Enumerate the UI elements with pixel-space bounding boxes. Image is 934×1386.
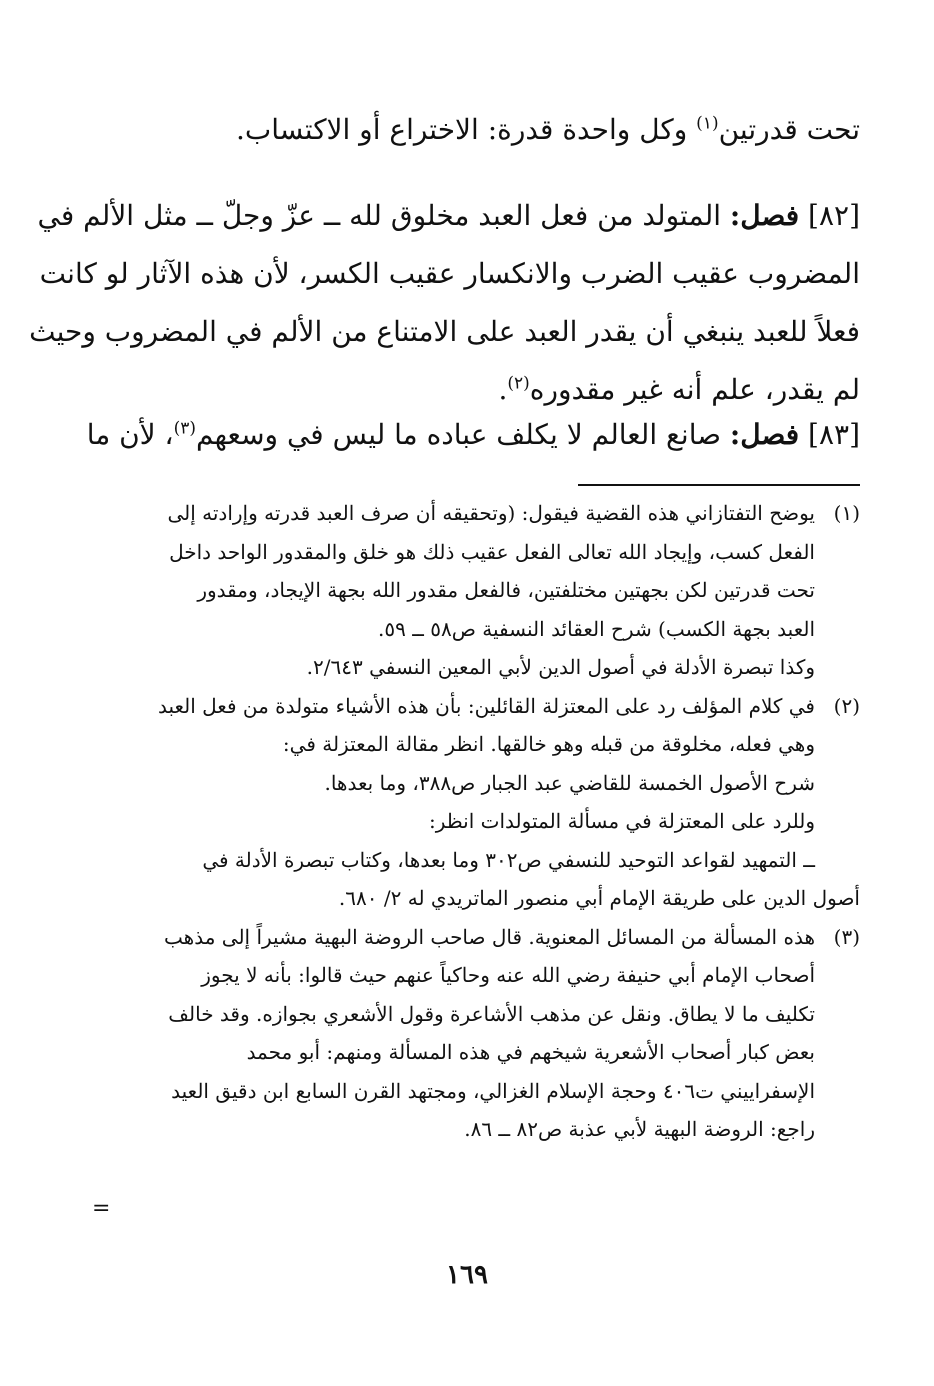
- footnote-line: هذه المسألة من المسائل المعنوية. قال صاحب الروضة البهية مشيراً إلى مذهب: [164, 924, 815, 949]
- text-run: .: [498, 373, 508, 406]
- text-run: صانع العالم لا يكلف عباده ما ليس في وسعهم: [196, 418, 722, 451]
- footnote-line: بعض كبار أصحاب الأشعرية شيخهم في هذه المسألة ومنهم: أبو محمد: [246, 1040, 815, 1064]
- footnote-line: الإسفراييني ت٤٠٦ وحجة الإسلام الغزالي، ومجتهد القرن السابع ابن دقيق العيد: [171, 1078, 815, 1103]
- footnote-line: وللرد على المعتزلة في مسألة المتولدات انظر:: [429, 809, 815, 833]
- footnote-1: [100, 494, 860, 687]
- footnote-number: (٢): [833, 693, 860, 718]
- text-line: لم يقدر، علم أنه غير مقدوره: [529, 373, 860, 406]
- footnote-line: تكليف ما لا يطاق. ونقل عن مذهب الأشاعرة وقول الأشعري بجوازه. وقد خالف: [168, 1001, 815, 1026]
- text-run: ، لأن ما: [86, 418, 174, 451]
- footnote-line: الفعل كسب، وإيجاد الله تعالى الفعل عقيب ذلك هو خلق والمقدور الواحد داخل: [169, 539, 815, 564]
- footnote-line: ــ التمهيد لقواعد التوحيد للنسفي ص٣٠٢ وما بعدها، وكتاب تبصرة الأدلة في: [202, 847, 815, 872]
- text-line: فعلاً للعبد ينبغي أن يقدر العبد على الامتناع من الألم في المضروب وحيث: [29, 315, 860, 348]
- footnote-line: وهي فعله، مخلوقة من قبله وهو خالقها. انظر مقالة المعتزلة في:: [282, 732, 815, 756]
- section-number: [٨٢]: [808, 199, 860, 232]
- text-run: وكل واحدة قدرة: الاختراع أو الاكتساب.: [235, 113, 697, 146]
- footnote-number: (١): [833, 501, 860, 525]
- footnote-ref-1[interactable]: (١): [696, 113, 719, 134]
- section-number: [٨٣]: [808, 418, 860, 451]
- footnote-number: (٣): [833, 924, 860, 949]
- footnote-line: شرح الأصول الخمسة للقاضي عبد الجبار ص٣٨٨، وما بعدها.: [324, 770, 815, 795]
- paragraph-continuation: [110, 101, 860, 159]
- page-number: ١٦٩: [446, 1260, 488, 1290]
- continuation-mark: =: [92, 1196, 111, 1221]
- section-83: [86, 406, 860, 464]
- footnote-2: [100, 687, 860, 918]
- footnotes: [100, 494, 860, 1149]
- footnote-line: في كلام المؤلف رد على المعتزلة القائلين: بأن هذه الأشياء متولدة من فعل العبد: [157, 693, 815, 718]
- footnote-ref-3[interactable]: (٣): [173, 418, 197, 439]
- footnote-3: [100, 918, 860, 1149]
- footnote-line: راجع: الروضة البهية لأبي عذبة ص٨٢ ــ ٨٦.: [464, 1117, 815, 1141]
- text-line: المضروب عقيب الضرب والانكسار عقيب الكسر، لأن هذه الآثار لو كانت: [39, 257, 860, 290]
- footnote-line: أصول الدين على طريقة الإمام أبي منصور الماتريدي له ٢/ ٦٨٠.: [338, 886, 860, 910]
- footnote-line: يوضح التفتازاني هذه القضية فيقول: (وتحقيقه أن صرف العبد قدرته وإرادته إلى: [167, 501, 815, 525]
- footnote-line: أصحاب الإمام أبي حنيفة رضي الله عنه وحاكياً عنهم حيث قالوا: بأنه لا يجوز: [201, 963, 815, 987]
- text-run: تحت قدرتين: [718, 113, 860, 146]
- section-82: [29, 187, 860, 419]
- text-line: المتولد من فعل العبد مخلوق لله ــ عزّ وجلّ ــ مثل الألم في: [37, 199, 722, 232]
- footnote-separator: [578, 484, 860, 486]
- footnote-line: وكذا تبصرة الأدلة في أصول الدين لأبي المعين النسفي ٢/٦٤٣.: [306, 655, 815, 679]
- section-heading: فصل:: [729, 418, 800, 451]
- footnote-ref-2[interactable]: (٢): [507, 373, 530, 394]
- footnote-line: العبد بجهة الكسب) شرح العقائد النسفية ص٥٨ ــ ٥٩.: [378, 616, 815, 641]
- footnote-line: تحت قدرتين لكن بجهتين مختلفتين، فالفعل مقدور الله بجهة الإيجاد، ومقدور: [197, 578, 815, 602]
- section-heading: فصل:: [729, 199, 800, 232]
